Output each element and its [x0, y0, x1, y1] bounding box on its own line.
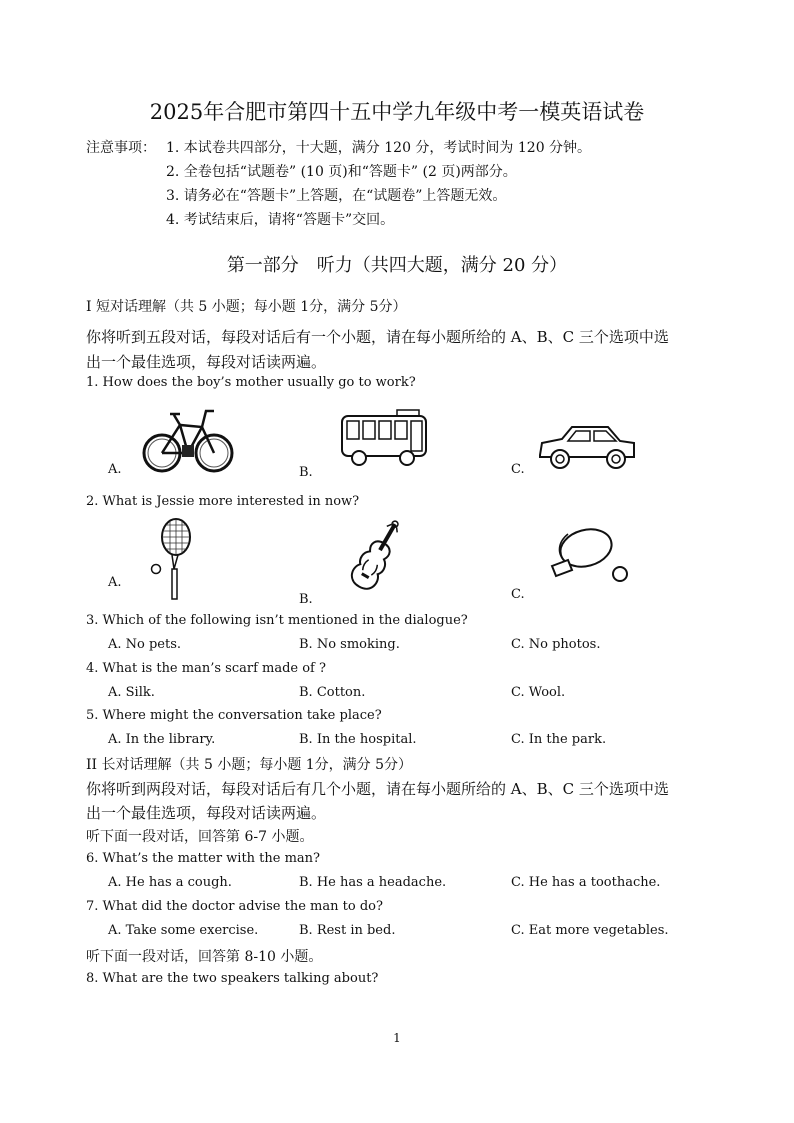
q2-option-b: B.	[299, 592, 313, 607]
note-item-1: 1. 本试卷共四部分，十大题，满分 120 分，考试时间为 120 分钟。	[166, 140, 592, 156]
bus-icon	[339, 408, 431, 470]
q5-option-a: A. In the library.	[108, 732, 216, 747]
q3-option-c: C. No photos.	[511, 637, 601, 652]
ping-pong-icon	[546, 526, 632, 586]
q6-option-a: A. He has a cough.	[108, 875, 232, 890]
section2-instruction-1: 你将听到两段对话，每段对话后有几个小题，请在每小题所给的 A、B、C 三个选项中选	[86, 780, 669, 798]
question-2: 2. What is Jessie more interested in now?	[86, 494, 360, 509]
q7-option-c: C. Eat more vegetables.	[511, 923, 669, 938]
q2-option-c: C.	[511, 587, 525, 602]
car-icon	[536, 421, 638, 473]
q1-option-a: A.	[108, 462, 122, 477]
q1-option-b: B.	[299, 465, 313, 480]
section2-lead-2: 听下面一段对话，回答第 8-10 小题。	[86, 949, 323, 965]
q4-option-c: C. Wool.	[511, 685, 566, 700]
question-6: 6. What’s the matter with the man?	[86, 851, 321, 866]
question-8: 8. What are the two speakers talking about?	[86, 971, 379, 986]
q3-option-b: B. No smoking.	[299, 637, 400, 652]
q5-option-b: B. In the hospital.	[299, 732, 417, 747]
question-4: 4. What is the man’s scarf made of ?	[86, 661, 326, 676]
question-7: 7. What did the doctor advise the man to do?	[86, 899, 383, 914]
violin-icon	[336, 514, 408, 606]
q3-option-a: A. No pets.	[108, 637, 182, 652]
part1-title: 第一部分 听力（共四大题，满分 20 分）	[226, 255, 568, 276]
bicycle-icon	[140, 403, 236, 477]
q2-option-a: A.	[108, 575, 122, 590]
q7-option-a: A. Take some exercise.	[108, 923, 259, 938]
q6-option-c: C. He has a toothache.	[511, 875, 661, 890]
section2-heading: II 长对话理解（共 5 小题；每小题 1分，满分 5分）	[86, 757, 413, 773]
section1-heading: I 短对话理解（共 5 小题；每小题 1分，满分 5分）	[86, 299, 407, 315]
question-5: 5. Where might the conversation take place?	[86, 708, 382, 723]
q6-option-b: B. He has a headache.	[299, 875, 447, 890]
note-item-3: 3. 请务必在“答题卡”上答题，在“试题卷”上答题无效。	[166, 188, 507, 204]
q7-option-b: B. Rest in bed.	[299, 923, 396, 938]
q4-option-b: B. Cotton.	[299, 685, 366, 700]
section1-instruction-2: 出一个最佳选项，每段对话读两遍。	[86, 353, 327, 371]
note-item-2: 2. 全卷包括“试题卷” (10 页)和“答题卡” (2 页)两部分。	[166, 164, 517, 180]
section1-instruction-1: 你将听到五段对话，每段对话后有一个小题，请在每小题所给的 A、B、C 三个选项中选	[86, 328, 669, 346]
page-title: 2025年合肥市第四十五中学九年级中考一模英语试卷	[149, 100, 645, 124]
note-item-4: 4. 考试结束后，请将“答题卡”交回。	[166, 212, 395, 228]
question-3: 3. Which of the following isn’t mentioned in the dialogue?	[86, 613, 468, 628]
q4-option-a: A. Silk.	[108, 685, 155, 700]
q5-option-c: C. In the park.	[511, 732, 607, 747]
question-1: 1. How does the boy’s mother usually go to work?	[86, 375, 416, 390]
section2-instruction-2: 出一个最佳选项，每段对话读两遍。	[86, 804, 327, 822]
section2-lead-1: 听下面一段对话，回答第 6-7 小题。	[86, 829, 314, 845]
q1-option-c: C.	[511, 462, 525, 477]
notes-label: 注意事项：	[86, 140, 156, 156]
tennis-racket-icon	[148, 517, 194, 603]
page-number: 1	[393, 1031, 401, 1045]
